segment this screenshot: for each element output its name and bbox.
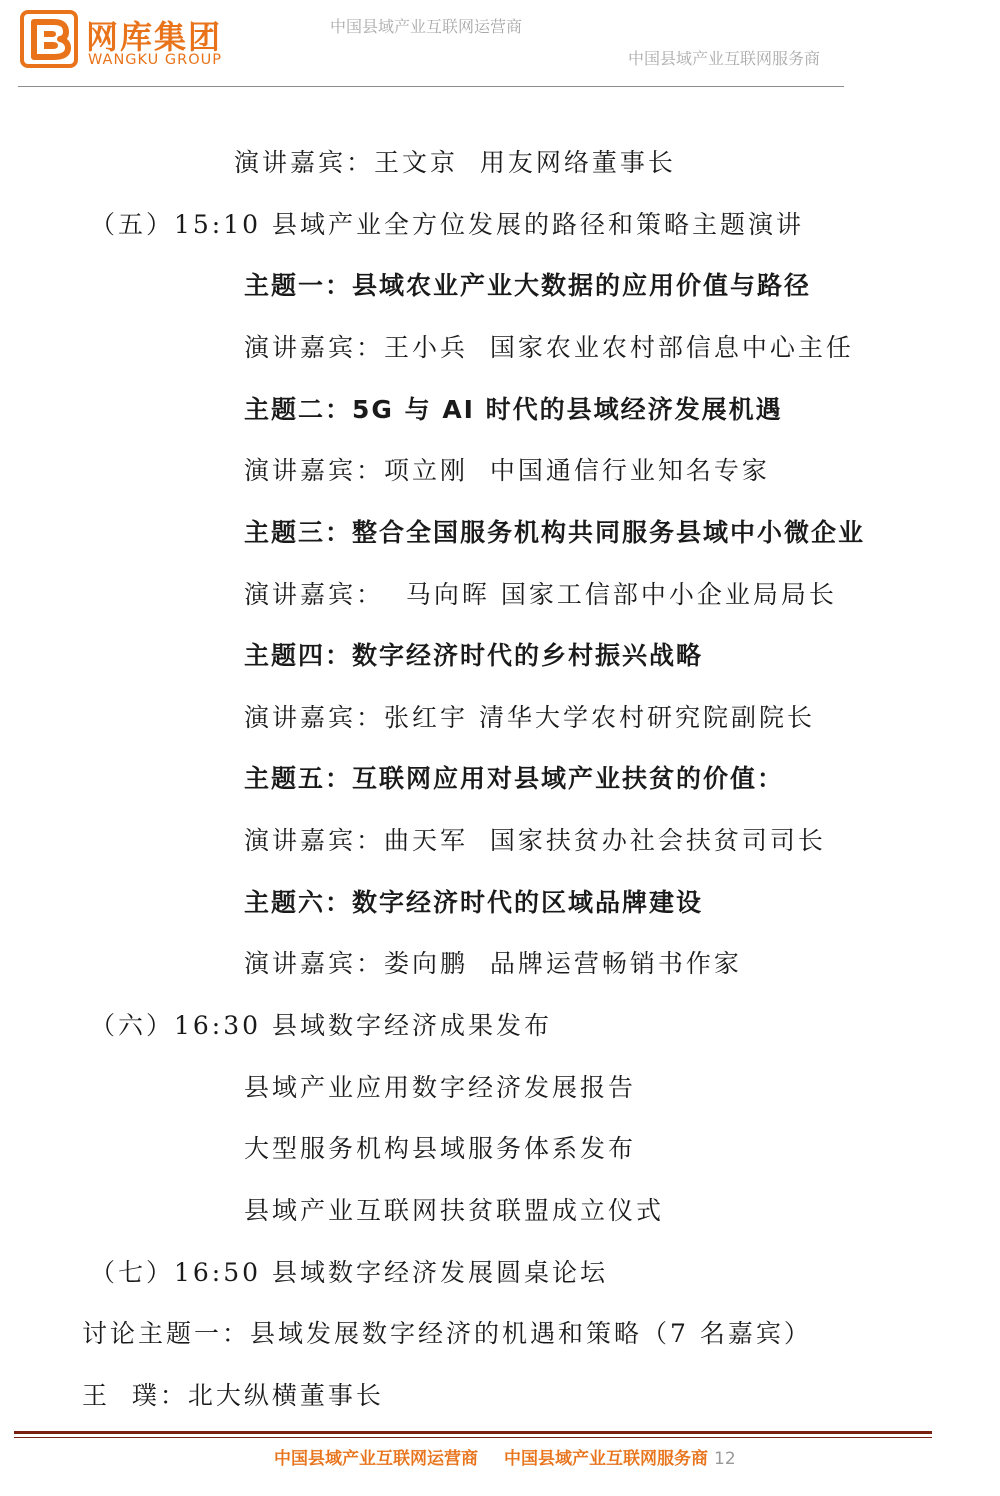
speaker-line: 演讲嘉宾：王文京 用友网络董事长 [234,148,676,177]
page-number: 12 [714,1449,736,1469]
wangku-logo-icon [20,10,78,68]
speaker-line: 演讲嘉宾：曲天军 国家扶贫办社会扶贫司司长 [244,826,826,855]
header-tagline-operator: 中国县域产业互联网运营商 [330,17,523,36]
panelist-line: 王 璞：北大纵横董事长 [82,1381,384,1410]
session-heading-6: （六）16:30 县域数字经济成果发布 [90,1011,552,1040]
topic-2-heading: 主题二：5G 与 AI 时代的县域经济发展机遇 [244,395,783,424]
speaker-line: 演讲嘉宾：娄向鹏 品牌运营畅销书作家 [244,949,742,978]
company-logo [20,10,260,70]
topic-4-heading: 主题四：数字经济时代的乡村振兴战略 [244,641,704,670]
topic-6-heading: 主题六：数字经济时代的区域品牌建设 [244,888,704,917]
header-tagline-service: 中国县域产业互联网服务商 [628,49,821,68]
topic-1-heading: 主题一：县域农业产业大数据的应用价值与路径 [244,271,812,300]
release-item: 县域产业互联网扶贫联盟成立仪式 [244,1196,665,1225]
footer [274,1444,736,1469]
logo-english-name: WANGKU GROUP [88,52,222,68]
speaker-line: 演讲嘉宾： 马向晖 国家工信部中小企业局局长 [244,580,837,609]
speaker-line: 演讲嘉宾：项立刚 中国通信行业知名专家 [244,456,770,485]
session-heading-7: （七）16:50 县域数字经济发展圆桌论坛 [90,1258,608,1287]
session-heading-5: （五）15:10 县域产业全方位发展的路径和策略主题演讲 [90,210,804,239]
topic-3-heading: 主题三：整合全国服务机构共同服务县域中小微企业 [244,518,866,547]
footer-divider-thin [14,1437,932,1438]
discussion-topic: 讨论主题一：县域发展数字经济的机遇和策略（7 名嘉宾） [82,1319,812,1348]
topic-5-heading: 主题五：互联网应用对县域产业扶贫的价值： [244,764,785,793]
speaker-line: 演讲嘉宾：王小兵 国家农业农村部信息中心主任 [244,333,854,362]
release-item: 大型服务机构县域服务体系发布 [244,1134,637,1163]
footer-tagline-operator: 中国县域产业互联网运营商 [274,1449,478,1469]
footer-tagline-service: 中国县域产业互联网服务商 [504,1449,708,1469]
release-item: 县域产业应用数字经济发展报告 [244,1073,637,1102]
footer-divider [14,1431,932,1434]
speaker-line: 演讲嘉宾：张红宇 清华大学农村研究院副院长 [244,703,815,732]
logo-chinese-name: 网库集团 [86,18,223,56]
header-divider [18,86,844,87]
